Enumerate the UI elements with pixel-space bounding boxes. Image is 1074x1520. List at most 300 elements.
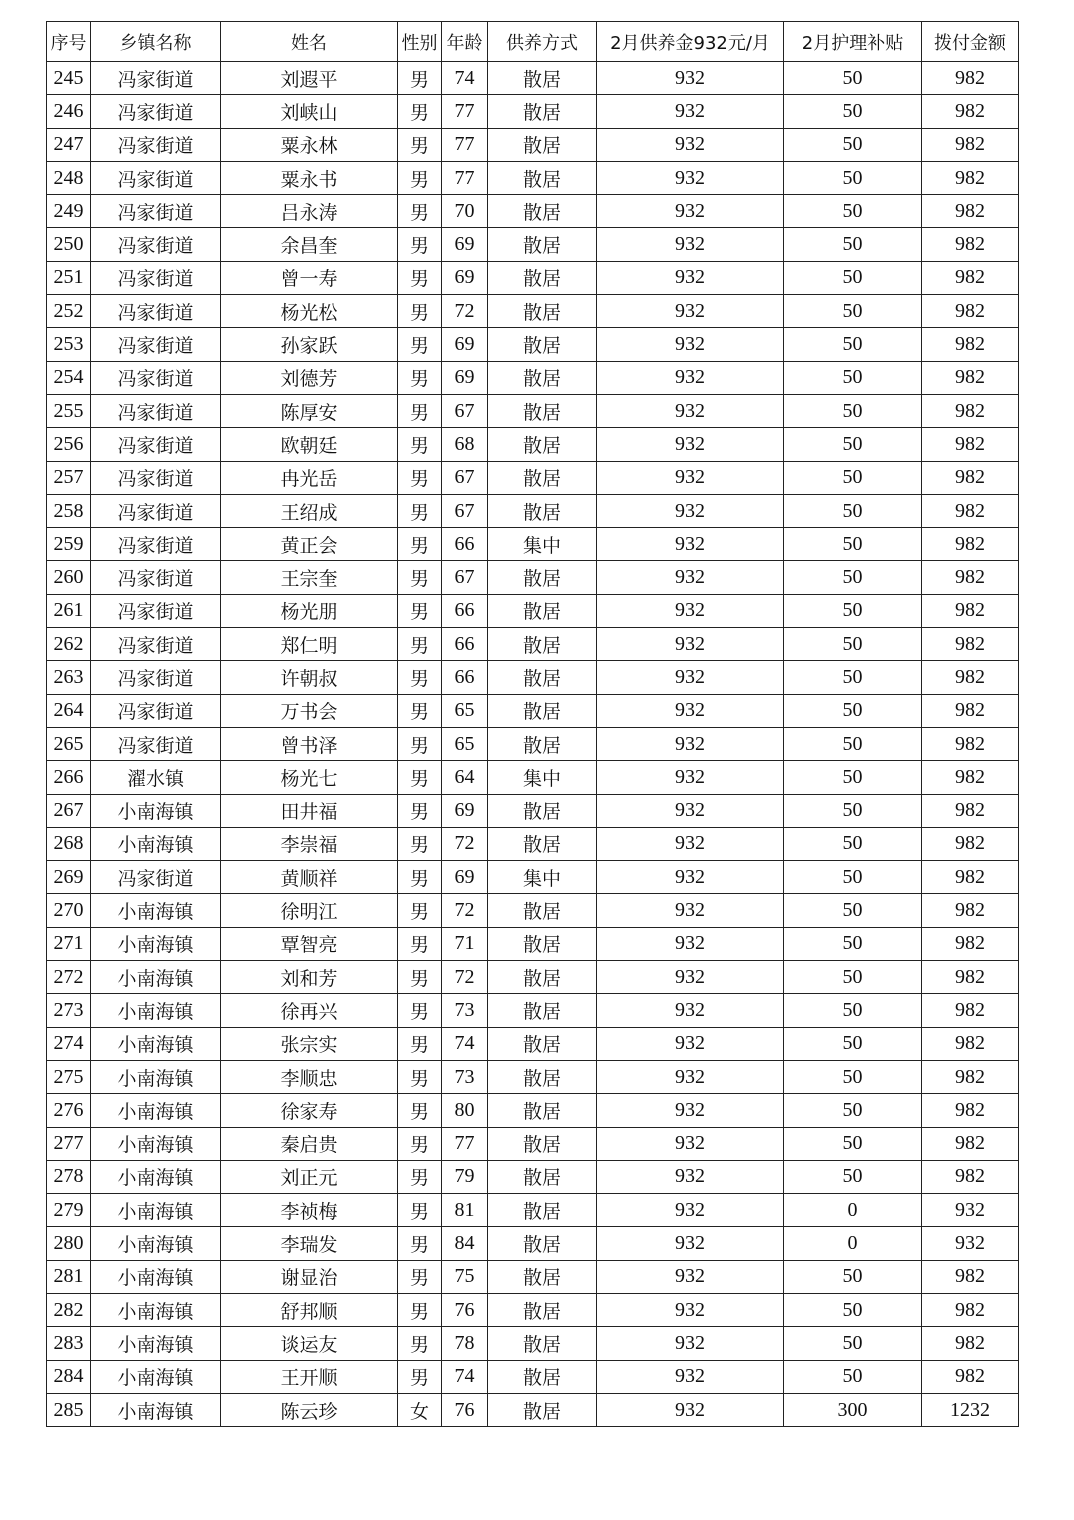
cell-care-subsidy: 50 [784,1027,922,1060]
cell-name: 吕永涛 [221,195,398,228]
table-row [47,561,1019,594]
cell-care-subsidy: 50 [784,794,922,827]
cell-support-type: 散居 [488,994,597,1027]
cell-gender: 男 [398,1094,442,1127]
cell-age: 69 [442,261,488,294]
table-row [47,261,1019,294]
cell-age: 70 [442,195,488,228]
cell-index: 279 [47,1194,91,1227]
data-table [46,21,1019,1427]
cell-town: 小南海镇 [91,1260,221,1293]
cell-care-subsidy: 50 [784,861,922,894]
cell-index: 282 [47,1293,91,1326]
cell-care-subsidy: 50 [784,961,922,994]
cell-town: 小南海镇 [91,794,221,827]
cell-gender: 男 [398,994,442,1027]
table-row [47,1027,1019,1060]
cell-name: 谈运友 [221,1327,398,1360]
cell-payment-amount: 982 [922,628,1019,661]
cell-support-fund: 932 [597,1260,784,1293]
cell-town: 冯家街道 [91,328,221,361]
table-row [47,694,1019,727]
cell-support-type: 散居 [488,1027,597,1060]
cell-age: 65 [442,727,488,760]
cell-age: 77 [442,128,488,161]
cell-index: 273 [47,994,91,1027]
cell-care-subsidy: 50 [784,1260,922,1293]
cell-index: 258 [47,494,91,527]
cell-payment-amount: 982 [922,361,1019,394]
cell-town: 冯家街道 [91,161,221,194]
cell-town: 冯家街道 [91,461,221,494]
cell-support-type: 散居 [488,128,597,161]
cell-gender: 女 [398,1393,442,1426]
cell-payment-amount: 982 [922,961,1019,994]
cell-payment-amount: 982 [922,1360,1019,1393]
cell-support-fund: 932 [597,927,784,960]
cell-support-fund: 932 [597,1227,784,1260]
cell-name: 刘遐平 [221,62,398,95]
table-row [47,961,1019,994]
cell-name: 万书会 [221,694,398,727]
cell-age: 69 [442,794,488,827]
cell-name: 余昌奎 [221,228,398,261]
cell-age: 77 [442,95,488,128]
cell-support-fund: 932 [597,361,784,394]
cell-care-subsidy: 50 [784,1060,922,1093]
cell-index: 253 [47,328,91,361]
cell-support-type: 散居 [488,95,597,128]
cell-gender: 男 [398,927,442,960]
cell-index: 260 [47,561,91,594]
cell-name: 曾一寿 [221,261,398,294]
cell-support-fund: 932 [597,494,784,527]
cell-town: 小南海镇 [91,961,221,994]
cell-index: 280 [47,1227,91,1260]
header-town: 乡镇名称 [91,22,221,62]
cell-age: 67 [442,494,488,527]
cell-care-subsidy: 50 [784,261,922,294]
cell-care-subsidy: 50 [784,428,922,461]
cell-gender: 男 [398,328,442,361]
cell-name: 郑仁明 [221,628,398,661]
cell-gender: 男 [398,195,442,228]
cell-care-subsidy: 50 [784,95,922,128]
cell-payment-amount: 982 [922,827,1019,860]
cell-support-type: 散居 [488,1194,597,1227]
table-row [47,461,1019,494]
cell-support-fund: 932 [597,961,784,994]
cell-town: 小南海镇 [91,1293,221,1326]
cell-support-fund: 932 [597,261,784,294]
cell-payment-amount: 982 [922,528,1019,561]
cell-index: 247 [47,128,91,161]
cell-index: 266 [47,761,91,794]
cell-town: 小南海镇 [91,1060,221,1093]
cell-support-type: 散居 [488,1160,597,1193]
cell-care-subsidy: 50 [784,1094,922,1127]
cell-town: 小南海镇 [91,827,221,860]
cell-index: 245 [47,62,91,95]
cell-age: 76 [442,1293,488,1326]
cell-care-subsidy: 50 [784,161,922,194]
cell-index: 259 [47,528,91,561]
cell-age: 66 [442,528,488,561]
header-gender: 性别 [398,22,442,62]
cell-name: 舒邦顺 [221,1293,398,1326]
cell-age: 66 [442,594,488,627]
cell-age: 66 [442,628,488,661]
cell-age: 66 [442,661,488,694]
cell-town: 濯水镇 [91,761,221,794]
table-row [47,794,1019,827]
cell-payment-amount: 982 [922,927,1019,960]
cell-support-fund: 932 [597,1360,784,1393]
cell-support-fund: 932 [597,994,784,1027]
cell-support-type: 散居 [488,1094,597,1127]
cell-support-fund: 932 [597,761,784,794]
cell-payment-amount: 982 [922,661,1019,694]
cell-payment-amount: 982 [922,228,1019,261]
cell-support-fund: 932 [597,295,784,328]
cell-name: 黄顺祥 [221,861,398,894]
cell-payment-amount: 932 [922,1194,1019,1227]
cell-care-subsidy: 50 [784,528,922,561]
cell-town: 小南海镇 [91,1360,221,1393]
cell-name: 杨光松 [221,295,398,328]
cell-name: 刘德芳 [221,361,398,394]
cell-index: 278 [47,1160,91,1193]
cell-age: 69 [442,861,488,894]
cell-name: 王开顺 [221,1360,398,1393]
cell-support-fund: 932 [597,1060,784,1093]
cell-town: 小南海镇 [91,1094,221,1127]
cell-support-fund: 932 [597,195,784,228]
cell-support-fund: 932 [597,128,784,161]
cell-index: 275 [47,1060,91,1093]
cell-care-subsidy: 50 [784,761,922,794]
table-row [47,428,1019,461]
cell-index: 277 [47,1127,91,1160]
header-name: 姓名 [221,22,398,62]
cell-age: 72 [442,894,488,927]
cell-support-type: 散居 [488,1360,597,1393]
table-row [47,1260,1019,1293]
cell-payment-amount: 982 [922,761,1019,794]
cell-support-fund: 932 [597,161,784,194]
cell-gender: 男 [398,594,442,627]
cell-support-fund: 932 [597,1194,784,1227]
cell-gender: 男 [398,1027,442,1060]
cell-support-type: 散居 [488,1227,597,1260]
cell-gender: 男 [398,62,442,95]
cell-town: 小南海镇 [91,1127,221,1160]
cell-gender: 男 [398,1060,442,1093]
cell-name: 谢显治 [221,1260,398,1293]
cell-support-type: 散居 [488,1127,597,1160]
cell-town: 冯家街道 [91,727,221,760]
table-row [47,894,1019,927]
cell-town: 冯家街道 [91,195,221,228]
cell-support-fund: 932 [597,594,784,627]
cell-support-fund: 932 [597,1293,784,1326]
cell-index: 270 [47,894,91,927]
cell-name: 刘峡山 [221,95,398,128]
cell-care-subsidy: 50 [784,628,922,661]
cell-payment-amount: 982 [922,1094,1019,1127]
cell-index: 267 [47,794,91,827]
table-header-row [47,22,1019,62]
cell-care-subsidy: 50 [784,228,922,261]
table-row [47,1293,1019,1326]
cell-index: 249 [47,195,91,228]
cell-support-type: 散居 [488,628,597,661]
cell-town: 冯家街道 [91,394,221,427]
table-row [47,1127,1019,1160]
cell-payment-amount: 982 [922,1127,1019,1160]
cell-town: 冯家街道 [91,528,221,561]
cell-care-subsidy: 0 [784,1227,922,1260]
cell-support-type: 散居 [488,494,597,527]
cell-care-subsidy: 50 [784,328,922,361]
cell-care-subsidy: 300 [784,1393,922,1426]
table-row [47,628,1019,661]
cell-payment-amount: 982 [922,394,1019,427]
cell-payment-amount: 982 [922,428,1019,461]
table-row [47,1060,1019,1093]
cell-gender: 男 [398,1293,442,1326]
cell-town: 冯家街道 [91,594,221,627]
cell-payment-amount: 982 [922,1260,1019,1293]
cell-name: 杨光七 [221,761,398,794]
cell-support-type: 散居 [488,1060,597,1093]
table-row [47,528,1019,561]
cell-gender: 男 [398,894,442,927]
cell-care-subsidy: 50 [784,661,922,694]
cell-support-type: 散居 [488,261,597,294]
cell-support-type: 散居 [488,927,597,960]
cell-age: 68 [442,428,488,461]
cell-payment-amount: 932 [922,1227,1019,1260]
cell-gender: 男 [398,95,442,128]
cell-age: 71 [442,927,488,960]
cell-care-subsidy: 50 [784,361,922,394]
cell-age: 78 [442,1327,488,1360]
cell-name: 黄正会 [221,528,398,561]
cell-gender: 男 [398,794,442,827]
cell-support-type: 散居 [488,195,597,228]
cell-gender: 男 [398,394,442,427]
cell-town: 小南海镇 [91,1227,221,1260]
cell-town: 冯家街道 [91,494,221,527]
cell-payment-amount: 1232 [922,1393,1019,1426]
table-row [47,661,1019,694]
cell-care-subsidy: 50 [784,1127,922,1160]
cell-care-subsidy: 50 [784,1293,922,1326]
header-index: 序号 [47,22,91,62]
table-row [47,1194,1019,1227]
cell-payment-amount: 982 [922,1327,1019,1360]
cell-gender: 男 [398,961,442,994]
cell-care-subsidy: 50 [784,195,922,228]
cell-support-fund: 932 [597,1160,784,1193]
cell-age: 74 [442,62,488,95]
cell-index: 283 [47,1327,91,1360]
cell-support-fund: 932 [597,861,784,894]
cell-gender: 男 [398,295,442,328]
table-row [47,1327,1019,1360]
table-row [47,994,1019,1027]
table-row [47,1227,1019,1260]
cell-town: 小南海镇 [91,927,221,960]
cell-gender: 男 [398,528,442,561]
cell-payment-amount: 982 [922,494,1019,527]
cell-age: 74 [442,1027,488,1060]
cell-town: 冯家街道 [91,228,221,261]
cell-index: 246 [47,95,91,128]
cell-support-fund: 932 [597,1127,784,1160]
table-row [47,494,1019,527]
cell-index: 250 [47,228,91,261]
table-row [47,394,1019,427]
cell-age: 69 [442,228,488,261]
table-row [47,62,1019,95]
cell-name: 田井福 [221,794,398,827]
cell-payment-amount: 982 [922,195,1019,228]
cell-support-fund: 932 [597,1027,784,1060]
cell-name: 孙家跃 [221,328,398,361]
cell-support-type: 集中 [488,761,597,794]
cell-support-fund: 932 [597,95,784,128]
cell-index: 271 [47,927,91,960]
cell-support-fund: 932 [597,628,784,661]
cell-gender: 男 [398,694,442,727]
cell-support-fund: 932 [597,461,784,494]
table-row [47,228,1019,261]
cell-support-type: 散居 [488,461,597,494]
cell-index: 252 [47,295,91,328]
cell-index: 248 [47,161,91,194]
cell-support-fund: 932 [597,661,784,694]
cell-payment-amount: 982 [922,62,1019,95]
cell-age: 81 [442,1194,488,1227]
table-row [47,1160,1019,1193]
cell-support-type: 散居 [488,694,597,727]
header-payment-amount: 拨付金额 [922,22,1019,62]
cell-support-type: 集中 [488,528,597,561]
cell-town: 冯家街道 [91,861,221,894]
cell-name: 王宗奎 [221,561,398,594]
cell-gender: 男 [398,261,442,294]
cell-name: 李崇福 [221,827,398,860]
cell-support-fund: 932 [597,62,784,95]
cell-age: 72 [442,961,488,994]
cell-name: 李瑞发 [221,1227,398,1260]
cell-payment-amount: 982 [922,994,1019,1027]
cell-support-fund: 932 [597,228,784,261]
cell-age: 69 [442,328,488,361]
cell-payment-amount: 982 [922,594,1019,627]
cell-age: 73 [442,994,488,1027]
cell-care-subsidy: 50 [784,994,922,1027]
cell-payment-amount: 982 [922,161,1019,194]
table-row [47,1360,1019,1393]
cell-gender: 男 [398,561,442,594]
cell-gender: 男 [398,161,442,194]
cell-payment-amount: 982 [922,1160,1019,1193]
cell-index: 254 [47,361,91,394]
cell-town: 冯家街道 [91,628,221,661]
cell-payment-amount: 982 [922,295,1019,328]
cell-index: 256 [47,428,91,461]
cell-care-subsidy: 0 [784,1194,922,1227]
cell-age: 76 [442,1393,488,1426]
cell-age: 67 [442,394,488,427]
cell-gender: 男 [398,727,442,760]
cell-town: 小南海镇 [91,1393,221,1426]
cell-care-subsidy: 50 [784,461,922,494]
cell-age: 65 [442,694,488,727]
cell-care-subsidy: 50 [784,1160,922,1193]
cell-age: 72 [442,827,488,860]
cell-gender: 男 [398,461,442,494]
cell-payment-amount: 982 [922,561,1019,594]
cell-care-subsidy: 50 [784,128,922,161]
cell-name: 张宗实 [221,1027,398,1060]
cell-support-type: 散居 [488,1327,597,1360]
table-row [47,727,1019,760]
table-row [47,195,1019,228]
cell-support-type: 散居 [488,228,597,261]
cell-name: 刘正元 [221,1160,398,1193]
cell-town: 冯家街道 [91,694,221,727]
cell-town: 冯家街道 [91,128,221,161]
cell-support-fund: 932 [597,561,784,594]
cell-gender: 男 [398,628,442,661]
cell-town: 冯家街道 [91,361,221,394]
cell-town: 小南海镇 [91,1160,221,1193]
cell-payment-amount: 982 [922,861,1019,894]
cell-care-subsidy: 50 [784,727,922,760]
table-row [47,161,1019,194]
cell-support-type: 散居 [488,894,597,927]
cell-gender: 男 [398,128,442,161]
cell-name: 秦启贵 [221,1127,398,1160]
cell-name: 曾书泽 [221,727,398,760]
cell-name: 陈厚安 [221,394,398,427]
cell-age: 73 [442,1060,488,1093]
cell-age: 84 [442,1227,488,1260]
cell-support-fund: 932 [597,394,784,427]
cell-support-fund: 932 [597,794,784,827]
cell-age: 75 [442,1260,488,1293]
header-support-fund: 2月供养金932元/月 [597,22,784,62]
cell-support-fund: 932 [597,1393,784,1426]
cell-support-type: 散居 [488,428,597,461]
cell-care-subsidy: 50 [784,295,922,328]
table-row [47,128,1019,161]
cell-support-fund: 932 [597,328,784,361]
cell-gender: 男 [398,761,442,794]
cell-gender: 男 [398,1127,442,1160]
cell-age: 67 [442,561,488,594]
table-row [47,361,1019,394]
cell-gender: 男 [398,1327,442,1360]
cell-index: 262 [47,628,91,661]
cell-support-type: 散居 [488,1393,597,1426]
cell-index: 269 [47,861,91,894]
cell-index: 284 [47,1360,91,1393]
